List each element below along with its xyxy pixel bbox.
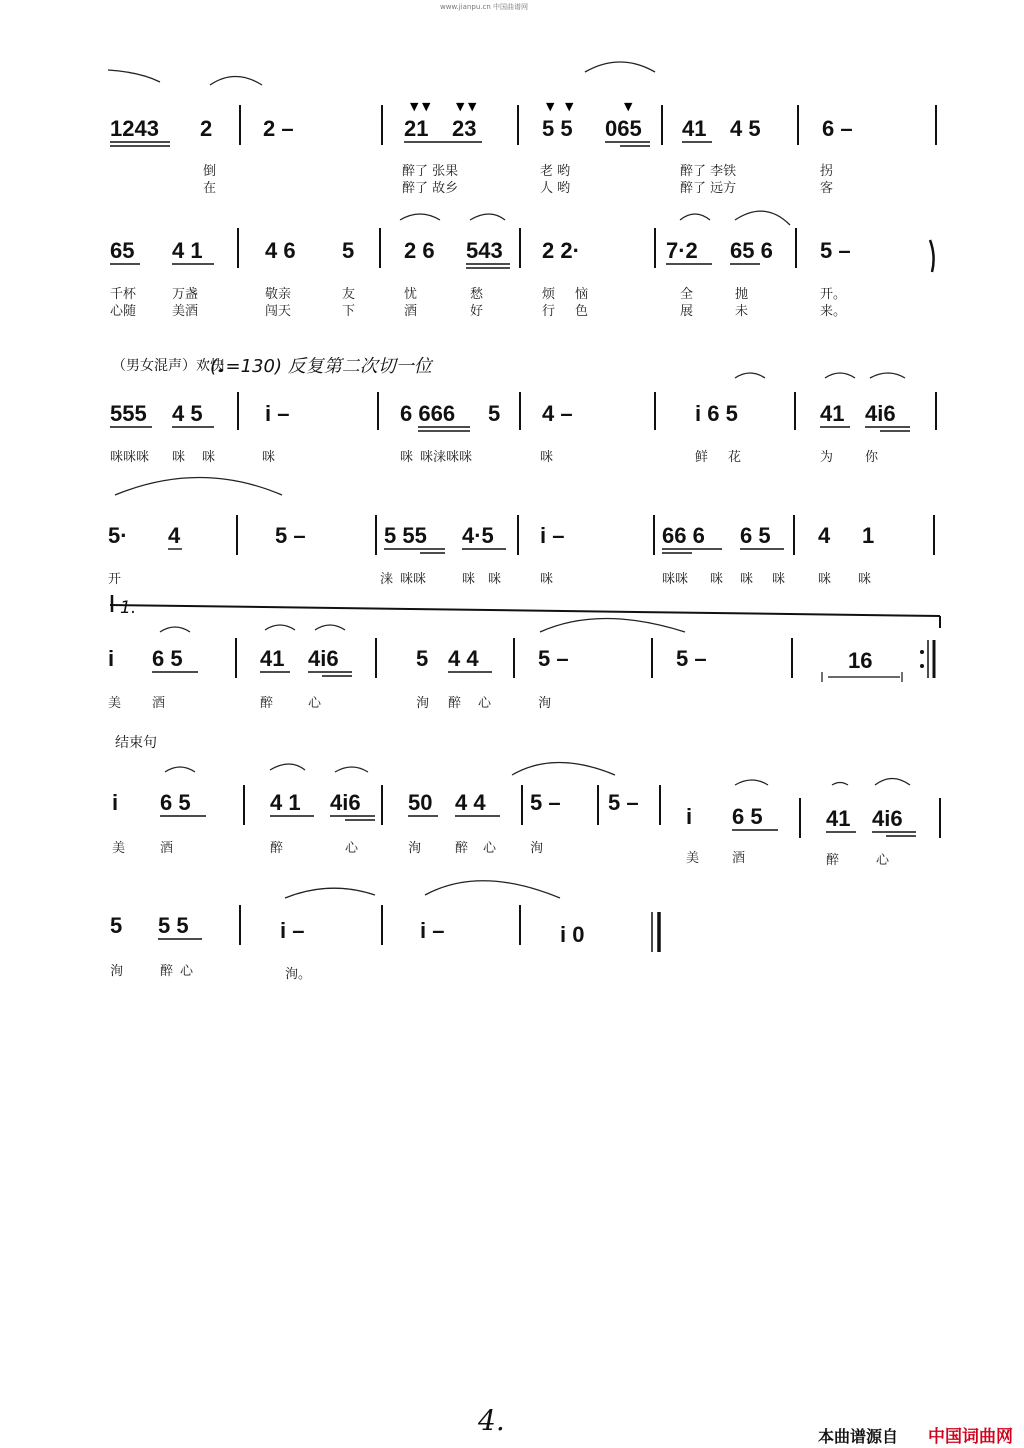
note: 4 4	[455, 790, 486, 815]
note: 65 6	[730, 238, 773, 263]
lyric: 洵	[110, 964, 124, 979]
note: i –	[280, 918, 305, 943]
lyric: 涞	[380, 572, 394, 587]
volta-mark: 1.	[120, 598, 137, 618]
lyric: 美	[108, 696, 122, 711]
staff-row-5	[108, 595, 940, 711]
lyric: 你	[865, 450, 879, 465]
note: i 6 5	[695, 401, 738, 426]
lyric: 老 哟	[540, 164, 571, 179]
note: i –	[420, 918, 445, 943]
note: 5	[416, 646, 429, 671]
lyric: 忧	[404, 287, 418, 302]
lyric: 恼	[575, 287, 589, 302]
note: 5 –	[538, 646, 569, 671]
lyric: 为	[820, 450, 834, 465]
lyric: 醉了 李铁	[680, 164, 737, 179]
note: 5 –	[820, 238, 851, 263]
staff-row-4	[108, 478, 934, 588]
note: 4 1	[172, 238, 203, 263]
lyric: 心随	[110, 304, 137, 319]
lyric: 醉了 远方	[680, 181, 737, 196]
note: 4 4	[448, 646, 479, 671]
note: 5	[342, 238, 355, 263]
note: 23	[452, 116, 477, 141]
lyric: 酒	[732, 851, 746, 866]
staff-row-1	[108, 62, 936, 196]
lyric: 洵。	[285, 967, 312, 982]
lyric: 咪	[400, 450, 414, 465]
lyric: 洵	[530, 841, 544, 856]
note: 16	[848, 648, 873, 673]
lyric: 拐	[820, 164, 834, 179]
note: 4i6	[872, 806, 903, 831]
tempo-handwritten: (♩=130) 反复第二次切一位	[210, 356, 432, 377]
note: 4 –	[542, 401, 573, 426]
note: 41	[260, 646, 285, 671]
note: 4	[818, 523, 831, 548]
note: i	[112, 790, 119, 815]
note: i –	[265, 401, 290, 426]
lyric: 咪	[540, 450, 554, 465]
lyric: 人 哟	[540, 181, 571, 196]
note: 66 6	[662, 523, 705, 548]
lyric: 咪	[772, 572, 786, 587]
lyric: 未	[735, 304, 749, 319]
lyric: 咪涞咪咪	[420, 450, 473, 465]
lyric: 花	[728, 450, 742, 465]
page-number: 4.	[478, 1404, 505, 1437]
lyric: 美酒	[172, 304, 199, 319]
lyric: 来。	[820, 304, 847, 319]
lyric: 咪	[488, 572, 502, 587]
note: 543	[466, 238, 503, 263]
svg-text:▼ ▼: ▼ ▼	[456, 100, 477, 113]
lyric: 下	[342, 304, 356, 319]
note: 6 5	[160, 790, 191, 815]
lyric: 美	[112, 841, 126, 856]
lyric: 鲜	[695, 450, 709, 465]
note: 555	[110, 401, 147, 426]
lyric: 美	[686, 851, 700, 866]
source-site-link[interactable]: 中国词曲网	[928, 1427, 1013, 1447]
lyric: 咪咪	[662, 572, 689, 587]
lyric: 心	[478, 696, 492, 711]
lyric: 酒	[404, 304, 418, 319]
lyric: 咪	[202, 450, 216, 465]
lyric: 色	[575, 304, 589, 319]
note: 50	[408, 790, 433, 815]
note: 41	[682, 116, 707, 141]
note: 5 –	[275, 523, 306, 548]
note: 4 1	[270, 790, 301, 815]
staff-row-6	[112, 763, 940, 869]
lyric: 开。	[820, 287, 847, 302]
note: 21	[404, 116, 429, 141]
lyric: 在	[203, 181, 217, 196]
lyric: 洵	[538, 696, 552, 711]
lyric: 醉了 故乡	[402, 181, 459, 196]
lyric: 酒	[152, 696, 166, 711]
lyric: 心	[345, 841, 359, 856]
note: 2 2·	[542, 238, 580, 263]
lyric: 开	[108, 572, 122, 587]
tempo-text: （男女混声）欢快	[112, 358, 224, 374]
lyric: 醉	[826, 853, 840, 868]
lyric: 醉	[455, 841, 469, 856]
ending-label: 结束句	[115, 735, 157, 751]
lyric: 酒	[160, 841, 174, 856]
note: 41	[826, 806, 851, 831]
lyric: 烦	[542, 287, 556, 302]
note: 5 5	[158, 913, 189, 938]
note: 2	[200, 116, 213, 141]
lyric: 客	[820, 181, 834, 196]
note: 6 666	[400, 401, 456, 426]
lyric: 咪	[172, 450, 186, 465]
note: i –	[540, 523, 565, 548]
lyric: 全	[680, 287, 694, 302]
note: 4 5	[172, 401, 203, 426]
note: 5	[488, 401, 501, 426]
lyric: 展	[680, 304, 694, 319]
note: 2 6	[404, 238, 435, 263]
note: 4i6	[308, 646, 339, 671]
staff-row-3	[110, 373, 936, 465]
lyric: 心	[180, 964, 194, 979]
note: 4	[168, 523, 181, 548]
note: 6 5	[152, 646, 183, 671]
lyric: 千杯	[110, 287, 137, 302]
note: 4 6	[265, 238, 296, 263]
lyric: 咪咪咪	[110, 450, 150, 465]
note: 6 –	[822, 116, 853, 141]
note: 065	[605, 116, 642, 141]
lyric: 咪	[858, 572, 872, 587]
note: 4·5	[462, 523, 494, 548]
lyric: 醉了 张果	[402, 164, 459, 179]
note: 1	[862, 523, 875, 548]
note: i	[108, 646, 115, 671]
note: 1243	[110, 116, 159, 141]
lyric: 行	[542, 304, 556, 319]
note: 5 55	[384, 523, 427, 548]
staff-row-7	[110, 881, 659, 982]
note: 2 –	[263, 116, 294, 141]
note: 6 5	[732, 804, 763, 829]
note: i	[686, 804, 693, 829]
lyric: 醉	[448, 696, 462, 711]
lyric: 洵	[408, 841, 422, 856]
lyric: 愁	[470, 287, 484, 302]
note: i 0	[560, 922, 585, 947]
lyric: 醉	[260, 696, 274, 711]
note: 4i6	[330, 790, 361, 815]
note: 4i6	[865, 401, 896, 426]
lyric: 咪咪	[400, 572, 427, 587]
note: 4 5	[730, 116, 761, 141]
note: 41	[820, 401, 845, 426]
note: 6 5	[740, 523, 771, 548]
lyric: 咪	[818, 572, 832, 587]
note: 7·2	[666, 238, 698, 263]
svg-text:▼: ▼	[624, 100, 633, 113]
note: 5·	[108, 523, 128, 548]
lyric: 抛	[735, 287, 749, 302]
staff-row-2	[110, 211, 934, 319]
note: 5 –	[530, 790, 561, 815]
note: 65	[110, 238, 135, 263]
lyric: 洵	[416, 696, 430, 711]
lyric: 心	[483, 841, 497, 856]
lyric: 咪	[710, 572, 724, 587]
lyric: 好	[470, 304, 484, 319]
lyric: 咪	[540, 572, 554, 587]
source-label: 本曲谱源自	[818, 1427, 899, 1446]
lyric: 咪	[262, 450, 276, 465]
lyric: 闯天	[265, 304, 292, 319]
lyric: 醉	[160, 964, 174, 979]
lyric: 心	[308, 696, 322, 711]
svg-text:▼ ▼: ▼ ▼	[410, 100, 431, 113]
lyric: 敬亲	[265, 287, 292, 302]
lyric: 咪	[740, 572, 754, 587]
lyric: 醉	[270, 841, 284, 856]
lyric: 万盏	[172, 287, 199, 302]
header-note: www.jianpu.cn 中国曲谱网	[440, 3, 528, 11]
lyric: 心	[876, 853, 890, 868]
lyric: 倒	[203, 164, 217, 179]
note: 5 –	[676, 646, 707, 671]
note: 5	[110, 913, 123, 938]
note: 5 5	[542, 116, 573, 141]
lyric: 咪	[462, 572, 476, 587]
lyric: 友	[342, 287, 356, 302]
svg-text:▼ ▼: ▼ ▼	[546, 100, 574, 113]
note: 5 –	[608, 790, 639, 815]
